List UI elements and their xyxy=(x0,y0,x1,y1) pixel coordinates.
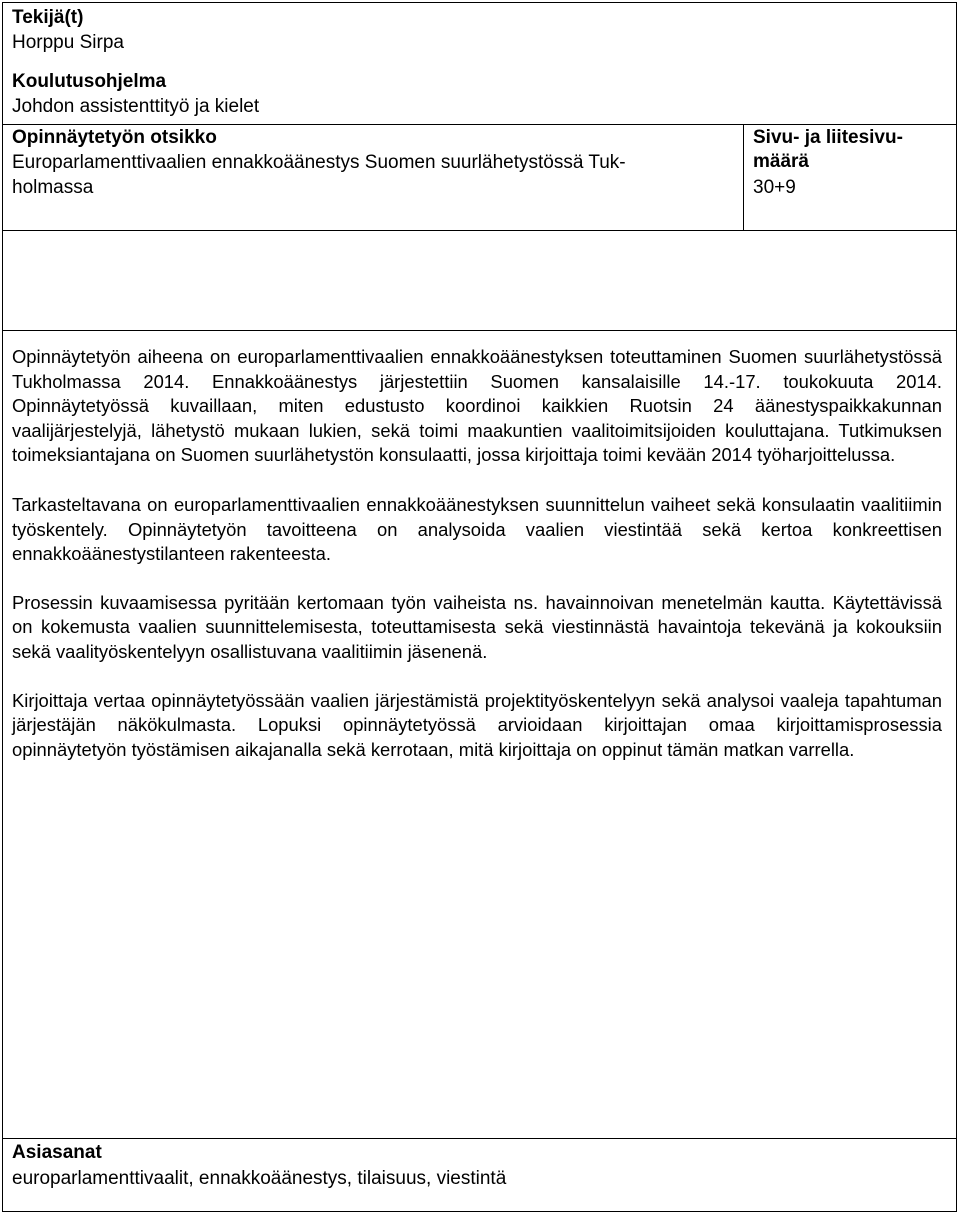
pages-label-line1: Sivu- ja liitesivu- xyxy=(753,127,903,148)
author-label: Tekijä(t) xyxy=(12,7,84,28)
abstract-paragraph-2: Tarkasteltavana on europarlamenttivaalien ennakkoäänestyksen suunnittelun vaiheet sekä konsulaatin vaalitiimin työskentely. Opinnäytetyön tavoitteena on analysoida vaalien viestintää sekä kertoa konkreettisen ennakkoäänestystilanteen rakenteesta. xyxy=(12,493,942,565)
divider-abstract-body xyxy=(2,330,957,331)
divider-title-row xyxy=(2,124,957,125)
author-value: Horppu Sirpa xyxy=(12,32,124,53)
pages-value: 30+9 xyxy=(753,177,796,198)
program-value: Johdon assistenttityö ja kielet xyxy=(12,96,260,117)
program-label: Koulutusohjelma xyxy=(12,71,167,92)
abstract-paragraph-4: Kirjoittaja vertaa opinnäytetyössään vaalien järjestämistä projektityöskentelyyn sekä analysoi vaaleja tapahtuman järjestäjän näkökulmasta. Lopuksi opinnäytetyössä arvioidaan kirjoittajan omaa kirjoittamisprosessia opinnäytetyön työstämisen aikajanalla sekä kerrotaan, mitä kirjoittaja on oppinut tämän matkan varrella. xyxy=(12,689,942,760)
thesis-title-value-line2: holmassa xyxy=(12,177,94,198)
pages-label-line2: määrä xyxy=(753,151,809,172)
abstract-paragraph-1: Opinnäytetyön aiheena on europarlamenttivaalien ennakkoäänestyksen toteuttaminen Suomen suurlähetystössä Tukholmassa 2014. Ennakkoäänestys järjestettiin Suomen kansalaisille 14.-17. toukokuuta 2014. Opinnäytetyössä kuvaillaan, miten edustusto koordinoi kaikkien Ruotsin 24 äänestyspaikkakunnan vaalijärjestelyjä, lähetystö mukaan lukien, sekä toimi maakuntien vaalitoimitsijoiden kouluttajana. Tutkimuksen toimeksiantajana on Suomen suurlähetystön konsulaatti, jossa kirjoittaja toimi kevään 2014 työharjoittelussa. xyxy=(12,346,942,466)
divider-keywords-row xyxy=(2,1138,957,1139)
abstract-paragraph-3: Prosessin kuvaamisessa pyritään kertomaan työn vaiheista ns. havainnoivan menetelmän kautta. Käytettävissä on kokemusta vaalien suunnittelemisesta, toteuttamisesta sekä viestinnästä havaintoja tekevänä ja kokouksiin sekä vaalityöskentelyyn osallistuvana vaalitiimin jäsenenä. xyxy=(12,591,942,662)
thesis-title-value-line1: Europarlamenttivaalien ennakkoäänestys Suomen suurlähetystössä Tuk- xyxy=(12,152,626,173)
thesis-title-label: Opinnäytetyön otsikko xyxy=(12,127,217,148)
keywords-label: Asiasanat xyxy=(12,1142,102,1163)
keywords-value: europarlamenttivaalit, ennakkoäänestys, tilaisuus, viestintä xyxy=(12,1168,507,1189)
divider-abstract-row xyxy=(2,230,957,231)
divider-pages-column xyxy=(743,124,744,230)
abstract-body xyxy=(12,345,942,786)
